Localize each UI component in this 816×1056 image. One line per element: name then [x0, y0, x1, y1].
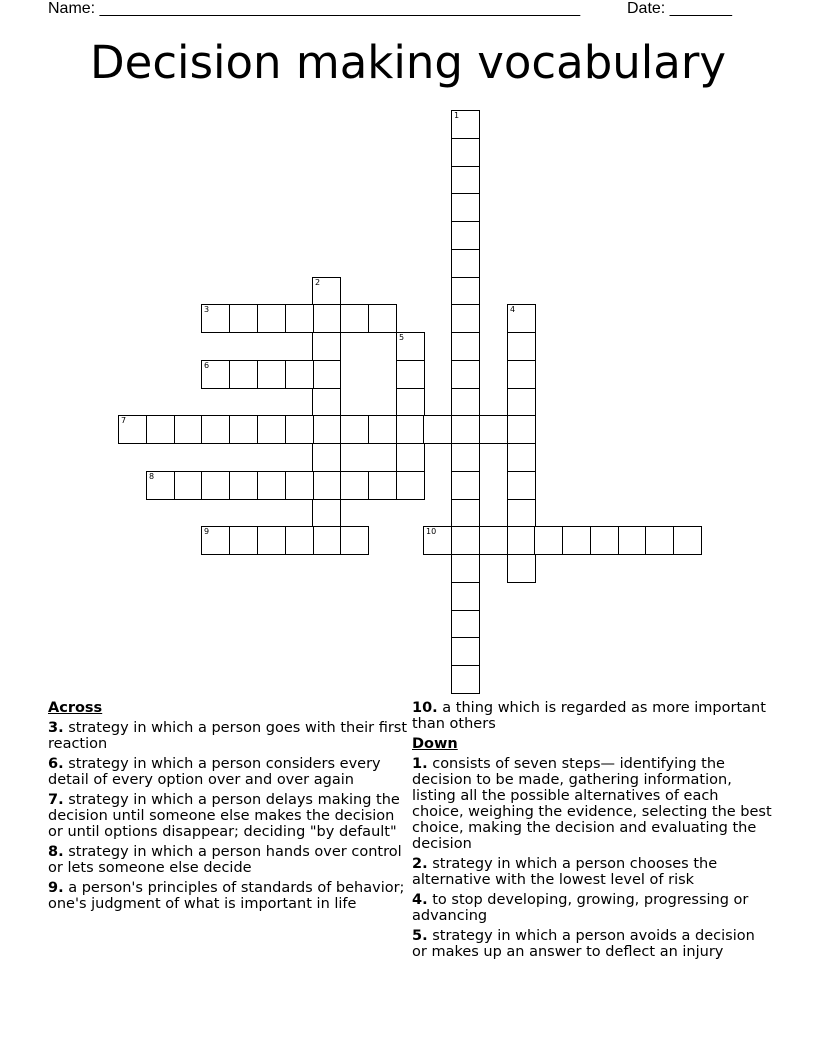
grid-cell[interactable] — [451, 388, 480, 417]
grid-cell[interactable] — [312, 360, 341, 389]
grid-cell[interactable] — [618, 526, 647, 555]
grid-cell[interactable] — [340, 526, 369, 555]
grid-cell[interactable] — [118, 415, 147, 444]
grid-cell[interactable] — [534, 526, 563, 555]
clue-across-10 — [412, 700, 772, 732]
grid-cell[interactable] — [396, 332, 425, 361]
grid-cell[interactable] — [507, 526, 536, 555]
grid-cell[interactable] — [312, 388, 341, 417]
grid-cell[interactable] — [507, 304, 536, 333]
grid-cell[interactable] — [562, 526, 591, 555]
grid-cell[interactable] — [285, 471, 314, 500]
grid-cell[interactable] — [451, 582, 480, 611]
cell-number: 4 — [510, 305, 516, 314]
grid-cell[interactable] — [451, 471, 480, 500]
name-field[interactable]: Name: ______________________________________________________ — [48, 0, 581, 17]
grid-cell[interactable] — [423, 526, 452, 555]
clue-number: 2. — [412, 856, 428, 872]
grid-cell[interactable] — [257, 304, 286, 333]
grid-cell[interactable] — [451, 221, 480, 250]
grid-cell[interactable] — [451, 443, 480, 472]
grid-cell[interactable] — [340, 415, 369, 444]
grid-cell[interactable] — [590, 526, 619, 555]
clue-number: 5. — [412, 928, 428, 944]
grid-cell[interactable] — [146, 471, 175, 500]
clue-number: 3. — [48, 720, 64, 736]
grid-cell[interactable] — [368, 304, 397, 333]
grid-cell[interactable] — [396, 415, 425, 444]
down-heading: Down — [412, 736, 458, 752]
grid-cell[interactable] — [673, 526, 702, 555]
grid-cell[interactable] — [396, 443, 425, 472]
grid-cell[interactable] — [312, 304, 341, 333]
cell-number: 8 — [149, 472, 155, 481]
grid-cell[interactable] — [507, 360, 536, 389]
cell-number: 9 — [204, 527, 210, 536]
grid-cell[interactable] — [201, 415, 230, 444]
grid-cell[interactable] — [201, 526, 230, 555]
clue-number: 4. — [412, 892, 428, 908]
clue-across-6 — [48, 756, 408, 788]
cell-number: 1 — [454, 111, 460, 120]
grid-cell[interactable] — [368, 471, 397, 500]
grid-cell[interactable] — [257, 415, 286, 444]
grid-cell[interactable] — [368, 415, 397, 444]
clue-across-9 — [48, 880, 408, 912]
clue-across-3 — [48, 720, 408, 752]
grid-cell[interactable] — [285, 526, 314, 555]
cell-number: 7 — [121, 416, 127, 425]
grid-cell[interactable] — [451, 415, 480, 444]
clue-number: 9. — [48, 880, 64, 896]
grid-cell[interactable] — [451, 249, 480, 278]
grid-cell[interactable] — [396, 471, 425, 500]
grid-cell[interactable] — [451, 637, 480, 666]
cell-number: 2 — [315, 278, 321, 287]
clue-number: 10. — [412, 700, 438, 716]
clue-text: strategy in which a person avoids a decision or makes up an answer to deflect an injury — [412, 928, 755, 960]
grid-cell[interactable] — [451, 138, 480, 167]
grid-cell[interactable] — [507, 471, 536, 500]
grid-cell[interactable] — [645, 526, 674, 555]
clue-down-2 — [412, 856, 772, 888]
grid-cell[interactable] — [285, 360, 314, 389]
grid-cell[interactable] — [507, 388, 536, 417]
grid-cell[interactable] — [312, 277, 341, 306]
across-heading: Across — [48, 700, 103, 716]
clue-text: strategy in which a person delays making the decision until someone else makes the decision or until options disappear; deciding "by default" — [48, 792, 400, 840]
grid-cell[interactable] — [507, 332, 536, 361]
grid-cell[interactable] — [340, 471, 369, 500]
grid-cell[interactable] — [312, 415, 341, 444]
grid-cell[interactable] — [396, 388, 425, 417]
grid-cell[interactable] — [174, 415, 203, 444]
grid-cell[interactable] — [312, 526, 341, 555]
grid-cell[interactable] — [201, 304, 230, 333]
clue-down-4 — [412, 892, 772, 924]
grid-cell[interactable] — [451, 110, 480, 139]
grid-cell[interactable] — [451, 526, 480, 555]
cell-number: 3 — [204, 305, 210, 314]
clue-text: strategy in which a person hands over control or lets someone else decide — [48, 844, 402, 876]
clue-text: a person's principles of standards of behavior; one's judgment of what is important in life — [48, 880, 405, 912]
grid-cell[interactable] — [507, 415, 536, 444]
grid-cell[interactable] — [174, 471, 203, 500]
grid-cell[interactable] — [507, 443, 536, 472]
grid-cell[interactable] — [507, 499, 536, 528]
cell-number: 6 — [204, 361, 210, 370]
date-field[interactable]: Date: _______ — [627, 0, 732, 17]
grid-cell[interactable] — [229, 415, 258, 444]
grid-cell[interactable] — [285, 415, 314, 444]
grid-cell[interactable] — [201, 471, 230, 500]
clue-down-1 — [412, 756, 772, 852]
grid-cell[interactable] — [257, 360, 286, 389]
grid-cell[interactable] — [312, 471, 341, 500]
grid-cell[interactable] — [312, 499, 341, 528]
grid-cell[interactable] — [451, 166, 480, 195]
clue-text: strategy in which a person considers every detail of every option over and over again — [48, 756, 381, 788]
grid-cell[interactable] — [312, 332, 341, 361]
clue-across-7 — [48, 792, 408, 840]
clue-text: consists of seven steps— identifying the decision to be made, gathering information, listing all the possible alternatives of each choice, weighing the evidence, selecting the best choice, making the decision and evaluating the decision — [412, 756, 772, 852]
grid-cell[interactable] — [451, 360, 480, 389]
grid-cell[interactable] — [229, 471, 258, 500]
grid-cell[interactable] — [257, 526, 286, 555]
grid-cell[interactable] — [451, 499, 480, 528]
grid-cell[interactable] — [423, 415, 452, 444]
grid-cell[interactable] — [201, 360, 230, 389]
grid-cell[interactable] — [340, 304, 369, 333]
clue-number: 8. — [48, 844, 64, 860]
grid-cell[interactable] — [479, 526, 508, 555]
clues-right-column — [412, 700, 772, 964]
cell-number: 10 — [426, 527, 437, 536]
clue-text: strategy in which a person chooses the alternative with the lowest level of risk — [412, 856, 718, 888]
clue-number: 6. — [48, 756, 64, 772]
cell-number: 5 — [399, 333, 405, 342]
grid-cell[interactable] — [507, 554, 536, 583]
grid-cell[interactable] — [451, 193, 480, 222]
grid-cell[interactable] — [451, 277, 480, 306]
clue-text: a thing which is regarded as more important than others — [412, 700, 766, 732]
grid-cell[interactable] — [229, 360, 258, 389]
grid-cell[interactable] — [312, 443, 341, 472]
clues-left-column — [48, 700, 408, 916]
grid-cell[interactable] — [285, 304, 314, 333]
clue-number: 1. — [412, 756, 428, 772]
grid-cell[interactable] — [479, 415, 508, 444]
grid-cell[interactable] — [146, 415, 175, 444]
clue-text: strategy in which a person goes with their first reaction — [48, 720, 408, 752]
grid-cell[interactable] — [451, 554, 480, 583]
clue-number: 7. — [48, 792, 64, 808]
grid-cell[interactable] — [451, 610, 480, 639]
grid-cell[interactable] — [396, 360, 425, 389]
grid-cell[interactable] — [229, 526, 258, 555]
grid-cell[interactable] — [257, 471, 286, 500]
clue-text: to stop developing, growing, progressing or advancing — [412, 892, 749, 924]
grid-cell[interactable] — [451, 304, 480, 333]
clue-down-5 — [412, 928, 772, 960]
grid-cell[interactable] — [451, 665, 480, 694]
page-title: Decision making vocabulary — [89, 36, 727, 89]
grid-cell[interactable] — [451, 332, 480, 361]
clue-across-8 — [48, 844, 408, 876]
grid-cell[interactable] — [229, 304, 258, 333]
